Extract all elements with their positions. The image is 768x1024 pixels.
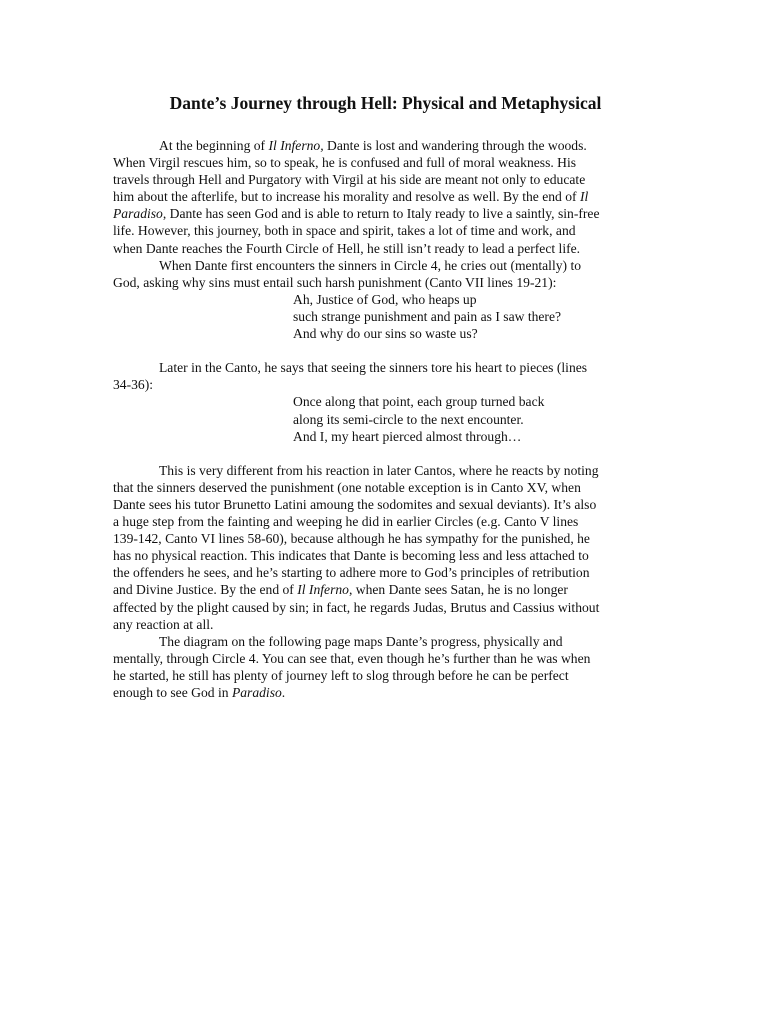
text-line [113, 205, 658, 222]
text-segment: and Divine Justice. By the end of [113, 582, 298, 598]
text-segment: Ah, Justice of God, who heaps up [293, 291, 477, 307]
verse-line [113, 411, 658, 428]
text-segment: , when Dante sees Satan, he is no longer [348, 582, 568, 598]
text-line [113, 376, 658, 393]
text-segment: Later in the Canto, he says that seeing the sinners tore his heart to pieces (lines [159, 360, 588, 376]
text-line [113, 496, 658, 513]
text-line [113, 616, 658, 633]
text-line [113, 274, 658, 291]
text-line [113, 650, 658, 667]
text-segment: life. However, this journey, both in space and spirit, takes a lot of time and work, and [113, 223, 576, 239]
text-segment: mentally, through Circle 4. You can see that, even though he’s further than he was when [113, 650, 591, 666]
italic-title-text: Il [579, 189, 589, 205]
italic-title-text: Il Inferno, [268, 138, 324, 153]
italic-title-text: Paradiso [231, 685, 282, 700]
text-segment: 34-36): [113, 377, 154, 393]
text-segment: him about the afterlife, but to increase his morality and resolve as well. By the end of [113, 189, 580, 205]
text-line [113, 599, 658, 616]
text-line [113, 564, 658, 581]
verse-line [113, 291, 658, 308]
text-segment: such strange punishment and pain as I saw there? [293, 308, 562, 324]
text-segment: God, asking why sins must entail such harsh punishment (Canto VII lines 19-21): [113, 274, 557, 290]
blank-line [113, 342, 658, 359]
text-line [113, 240, 658, 257]
text-segment: travels through Hell and Purgatory with Virgil at his side are meant not only to educate [113, 172, 586, 188]
text-segment: Dante sees his tutor Brunetto Latini amoung the sodomites and sexual deviants). It’s also [113, 496, 597, 512]
paragraph [113, 137, 658, 257]
paragraph [113, 633, 658, 701]
verse-line [113, 428, 658, 445]
text-segment: , Dante has seen God and is able to return to Italy ready to live a saintly, sin-free [162, 206, 600, 222]
verse-quote [113, 291, 658, 342]
text-segment: When Virgil rescues him, so to speak, he is confused and full of moral weakness. His [113, 155, 577, 171]
italic-title-text: Il Inferno [297, 582, 349, 598]
text-line [113, 684, 658, 701]
text-line [113, 530, 658, 547]
text-segment: The diagram on the following page maps Dante’s progress, physically and [159, 633, 563, 649]
text-segment: . [281, 685, 286, 700]
paragraph [113, 359, 658, 393]
paragraph [113, 257, 658, 291]
text-line [113, 581, 658, 598]
text-line [113, 479, 658, 496]
text-segment: enough to see God in [113, 685, 232, 700]
text-segment: he started, he still has plenty of journey left to slog through before he can be perfect [113, 667, 569, 683]
text-segment: Dante is lost and wandering through the woods. [323, 138, 587, 153]
text-segment: any reaction at all. [113, 616, 214, 632]
text-line [113, 513, 658, 530]
verse-line [113, 393, 658, 410]
text-line [113, 462, 658, 479]
text-line [113, 154, 658, 171]
text-segment: And why do our sins so waste us? [293, 326, 478, 342]
document-page [113, 92, 658, 701]
text-segment: Once along that point, each group turned back [293, 394, 545, 410]
text-line [113, 547, 658, 564]
text-segment: a huge step from the fainting and weeping he did in earlier Circles (e.g. Canto V lines [113, 514, 579, 530]
paragraph [113, 462, 658, 633]
text-line [113, 633, 658, 650]
text-segment: when Dante reaches the Fourth Circle of Hell, he still isn’t ready to lead a perfect life. [113, 240, 581, 256]
text-line [113, 188, 658, 205]
text-segment: 139-142, Canto VI lines 58-60), because although he has sympathy for the punished, he [113, 531, 590, 547]
text-line [113, 359, 658, 376]
verse-quote [113, 393, 658, 444]
italic-title-text: Paradiso [113, 206, 163, 222]
text-line [113, 257, 658, 274]
text-segment: has no physical reaction. This indicates that Dante is becoming less and less attached to [113, 548, 589, 564]
text-segment: the offenders he sees, and he’s starting to adhere more to God’s principles of retribution [113, 565, 590, 581]
text-segment: This is very different from his reaction in later Cantos, where he reacts by noting [159, 462, 599, 478]
text-segment: affected by the plight caused by sin; in fact, he regards Judas, Brutus and Cassius without [113, 599, 600, 615]
verse-line [113, 308, 658, 325]
text-line [113, 667, 658, 684]
text-segment: At the beginning of [159, 138, 269, 153]
text-line [113, 137, 658, 154]
text-segment: that the sinners deserved the punishment (one notable exception is in Canto XV, when [113, 479, 581, 495]
verse-line [113, 325, 658, 342]
text-line [113, 171, 658, 188]
document-body [113, 137, 658, 701]
text-line [113, 222, 658, 239]
text-segment: And I, my heart pierced almost through… [293, 428, 522, 444]
document-title: Dante’s Journey through Hell: Physical and Metaphysical [169, 93, 602, 113]
text-segment: When Dante first encounters the sinners in Circle 4, he cries out (mentally) to [159, 257, 582, 273]
text-segment: along its semi-circle to the next encounter. [293, 411, 524, 427]
blank-line [113, 445, 658, 462]
